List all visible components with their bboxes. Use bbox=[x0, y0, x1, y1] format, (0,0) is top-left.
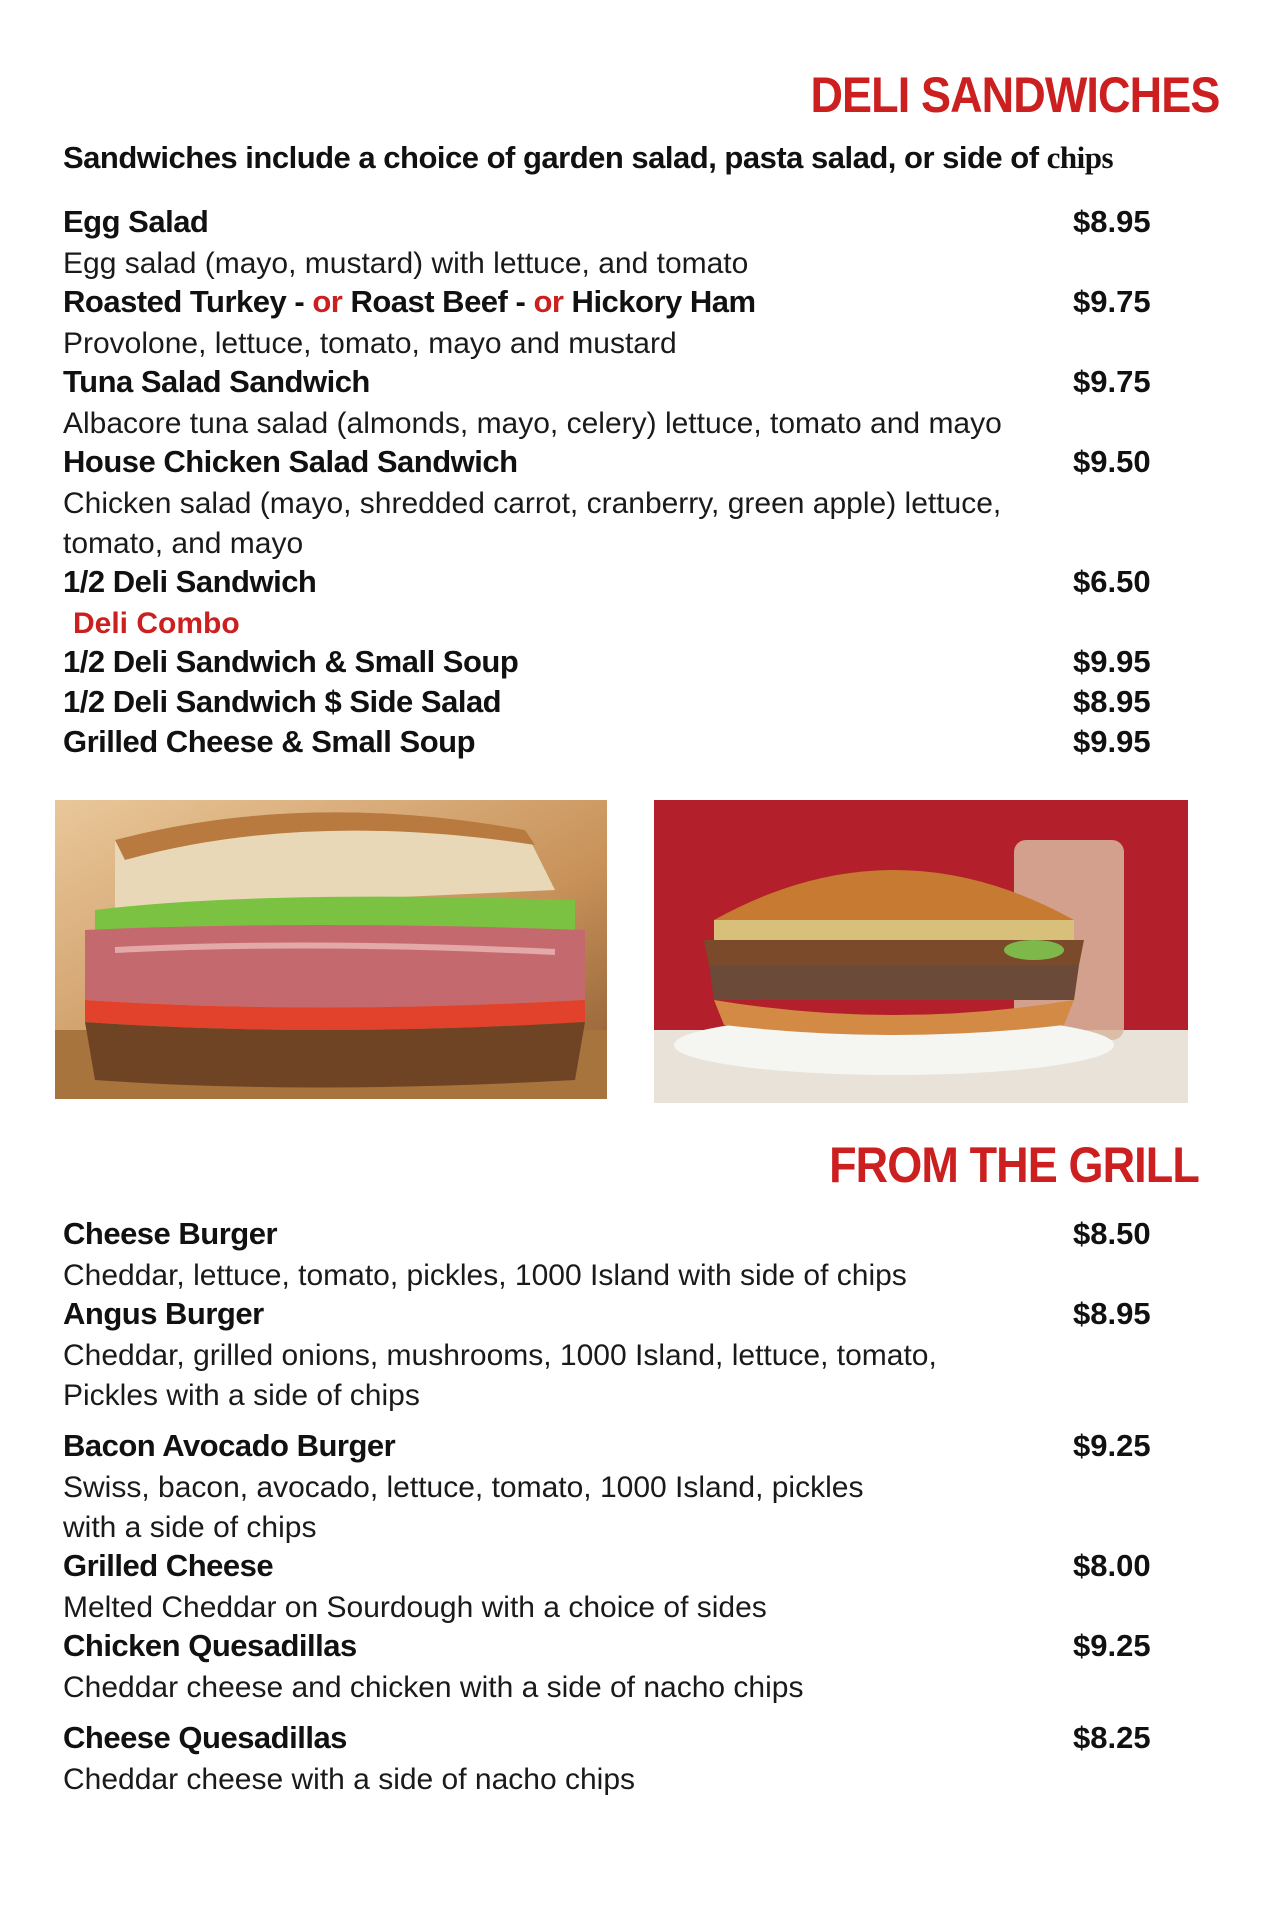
item-description: Cheddar cheese and chicken with a side of nacho chips bbox=[63, 1671, 804, 1704]
item-description: Swiss, bacon, avocado, lettuce, tomato, 1000 Island, pickles bbox=[63, 1471, 864, 1504]
item-price: $8.50 bbox=[1073, 1216, 1151, 1251]
name-part: Roast Beef - bbox=[342, 284, 534, 319]
item-description: Cheddar, grilled onions, mushrooms, 1000 Island, lettuce, tomato, bbox=[63, 1339, 937, 1372]
menu-item bbox=[63, 1216, 1163, 1256]
intro-main: Sandwiches include a choice of garden salad, pasta salad, or side of bbox=[63, 140, 1047, 175]
item-price: $8.95 bbox=[1073, 684, 1151, 719]
menu-item bbox=[63, 364, 1163, 404]
item-price: $9.95 bbox=[1073, 724, 1151, 759]
item-price: $9.75 bbox=[1073, 364, 1151, 399]
item-name: Grilled Cheese & Small Soup bbox=[63, 724, 476, 759]
item-description-cont: tomato, and mayo bbox=[63, 527, 304, 560]
menu-item bbox=[63, 1628, 1163, 1668]
item-price: $9.95 bbox=[1073, 644, 1151, 679]
item-name: House Chicken Salad Sandwich bbox=[63, 444, 518, 479]
combo-item bbox=[63, 724, 1163, 764]
item-price: $9.25 bbox=[1073, 1428, 1151, 1463]
item-price: $8.95 bbox=[1073, 1296, 1151, 1331]
item-description: Albacore tuna salad (almonds, mayo, celery) lettuce, tomato and mayo bbox=[63, 407, 1002, 440]
item-description: Melted Cheddar on Sourdough with a choice of sides bbox=[63, 1591, 767, 1624]
item-description-cont: with a side of chips bbox=[63, 1511, 317, 1544]
item-name: Egg Salad bbox=[63, 204, 209, 239]
item-name bbox=[63, 284, 756, 320]
deli-menu-list bbox=[63, 204, 1163, 764]
item-name: Grilled Cheese bbox=[63, 1548, 274, 1583]
combo-item bbox=[63, 684, 1163, 724]
grill-menu-list bbox=[63, 1216, 1163, 1800]
menu-item bbox=[63, 284, 1163, 324]
sandwich-image bbox=[55, 800, 607, 1099]
or-word: or bbox=[533, 284, 564, 319]
item-description: Egg salad (mayo, mustard) with lettuce, and tomato bbox=[63, 247, 749, 280]
grill-section-title: FROM THE GRILL bbox=[829, 1137, 1199, 1193]
deli-section-title: DELI SANDWICHES bbox=[809, 67, 1219, 123]
menu-item bbox=[63, 1720, 1163, 1760]
menu-item bbox=[63, 564, 1163, 604]
name-part: Hickory Ham bbox=[563, 284, 756, 319]
item-price: $8.25 bbox=[1073, 1720, 1151, 1755]
item-price: $6.50 bbox=[1073, 564, 1151, 599]
intro-chips: chips bbox=[1046, 140, 1114, 175]
deli-sandwich-photo bbox=[55, 800, 607, 1099]
item-name: Cheese Quesadillas bbox=[63, 1720, 347, 1755]
item-price: $9.50 bbox=[1073, 444, 1151, 479]
item-description: Provolone, lettuce, tomato, mayo and mustard bbox=[63, 327, 677, 360]
menu-item bbox=[63, 1296, 1163, 1336]
menu-item bbox=[63, 204, 1163, 244]
menu-item bbox=[63, 1428, 1163, 1468]
combo-item bbox=[63, 644, 1163, 684]
item-price: $8.00 bbox=[1073, 1548, 1151, 1583]
item-name: Chicken Quesadillas bbox=[63, 1628, 357, 1663]
item-name: Angus Burger bbox=[63, 1296, 264, 1331]
item-price: $8.95 bbox=[1073, 204, 1151, 239]
item-name: Bacon Avocado Burger bbox=[63, 1428, 396, 1463]
burger-image bbox=[654, 800, 1188, 1103]
item-name: Tuna Salad Sandwich bbox=[63, 364, 370, 399]
or-word: or bbox=[312, 284, 343, 319]
item-description-cont: Pickles with a side of chips bbox=[63, 1379, 420, 1412]
item-price: $9.25 bbox=[1073, 1628, 1151, 1663]
burger-photo bbox=[654, 800, 1188, 1103]
combo-label: Deli Combo bbox=[73, 607, 240, 640]
item-price: $9.75 bbox=[1073, 284, 1151, 319]
item-name: Cheese Burger bbox=[63, 1216, 278, 1251]
deli-intro-text bbox=[63, 140, 1113, 176]
item-name: 1/2 Deli Sandwich bbox=[63, 564, 317, 599]
item-name: 1/2 Deli Sandwich & Small Soup bbox=[63, 644, 519, 679]
menu-item bbox=[63, 444, 1163, 484]
name-part: Roasted Turkey - bbox=[63, 284, 313, 319]
item-description: Chicken salad (mayo, shredded carrot, cranberry, green apple) lettuce, bbox=[63, 487, 1002, 520]
item-name: 1/2 Deli Sandwich $ Side Salad bbox=[63, 684, 502, 719]
item-description: Cheddar cheese with a side of nacho chips bbox=[63, 1763, 636, 1796]
menu-item bbox=[63, 1548, 1163, 1588]
item-description: Cheddar, lettuce, tomato, pickles, 1000 Island with side of chips bbox=[63, 1259, 907, 1292]
